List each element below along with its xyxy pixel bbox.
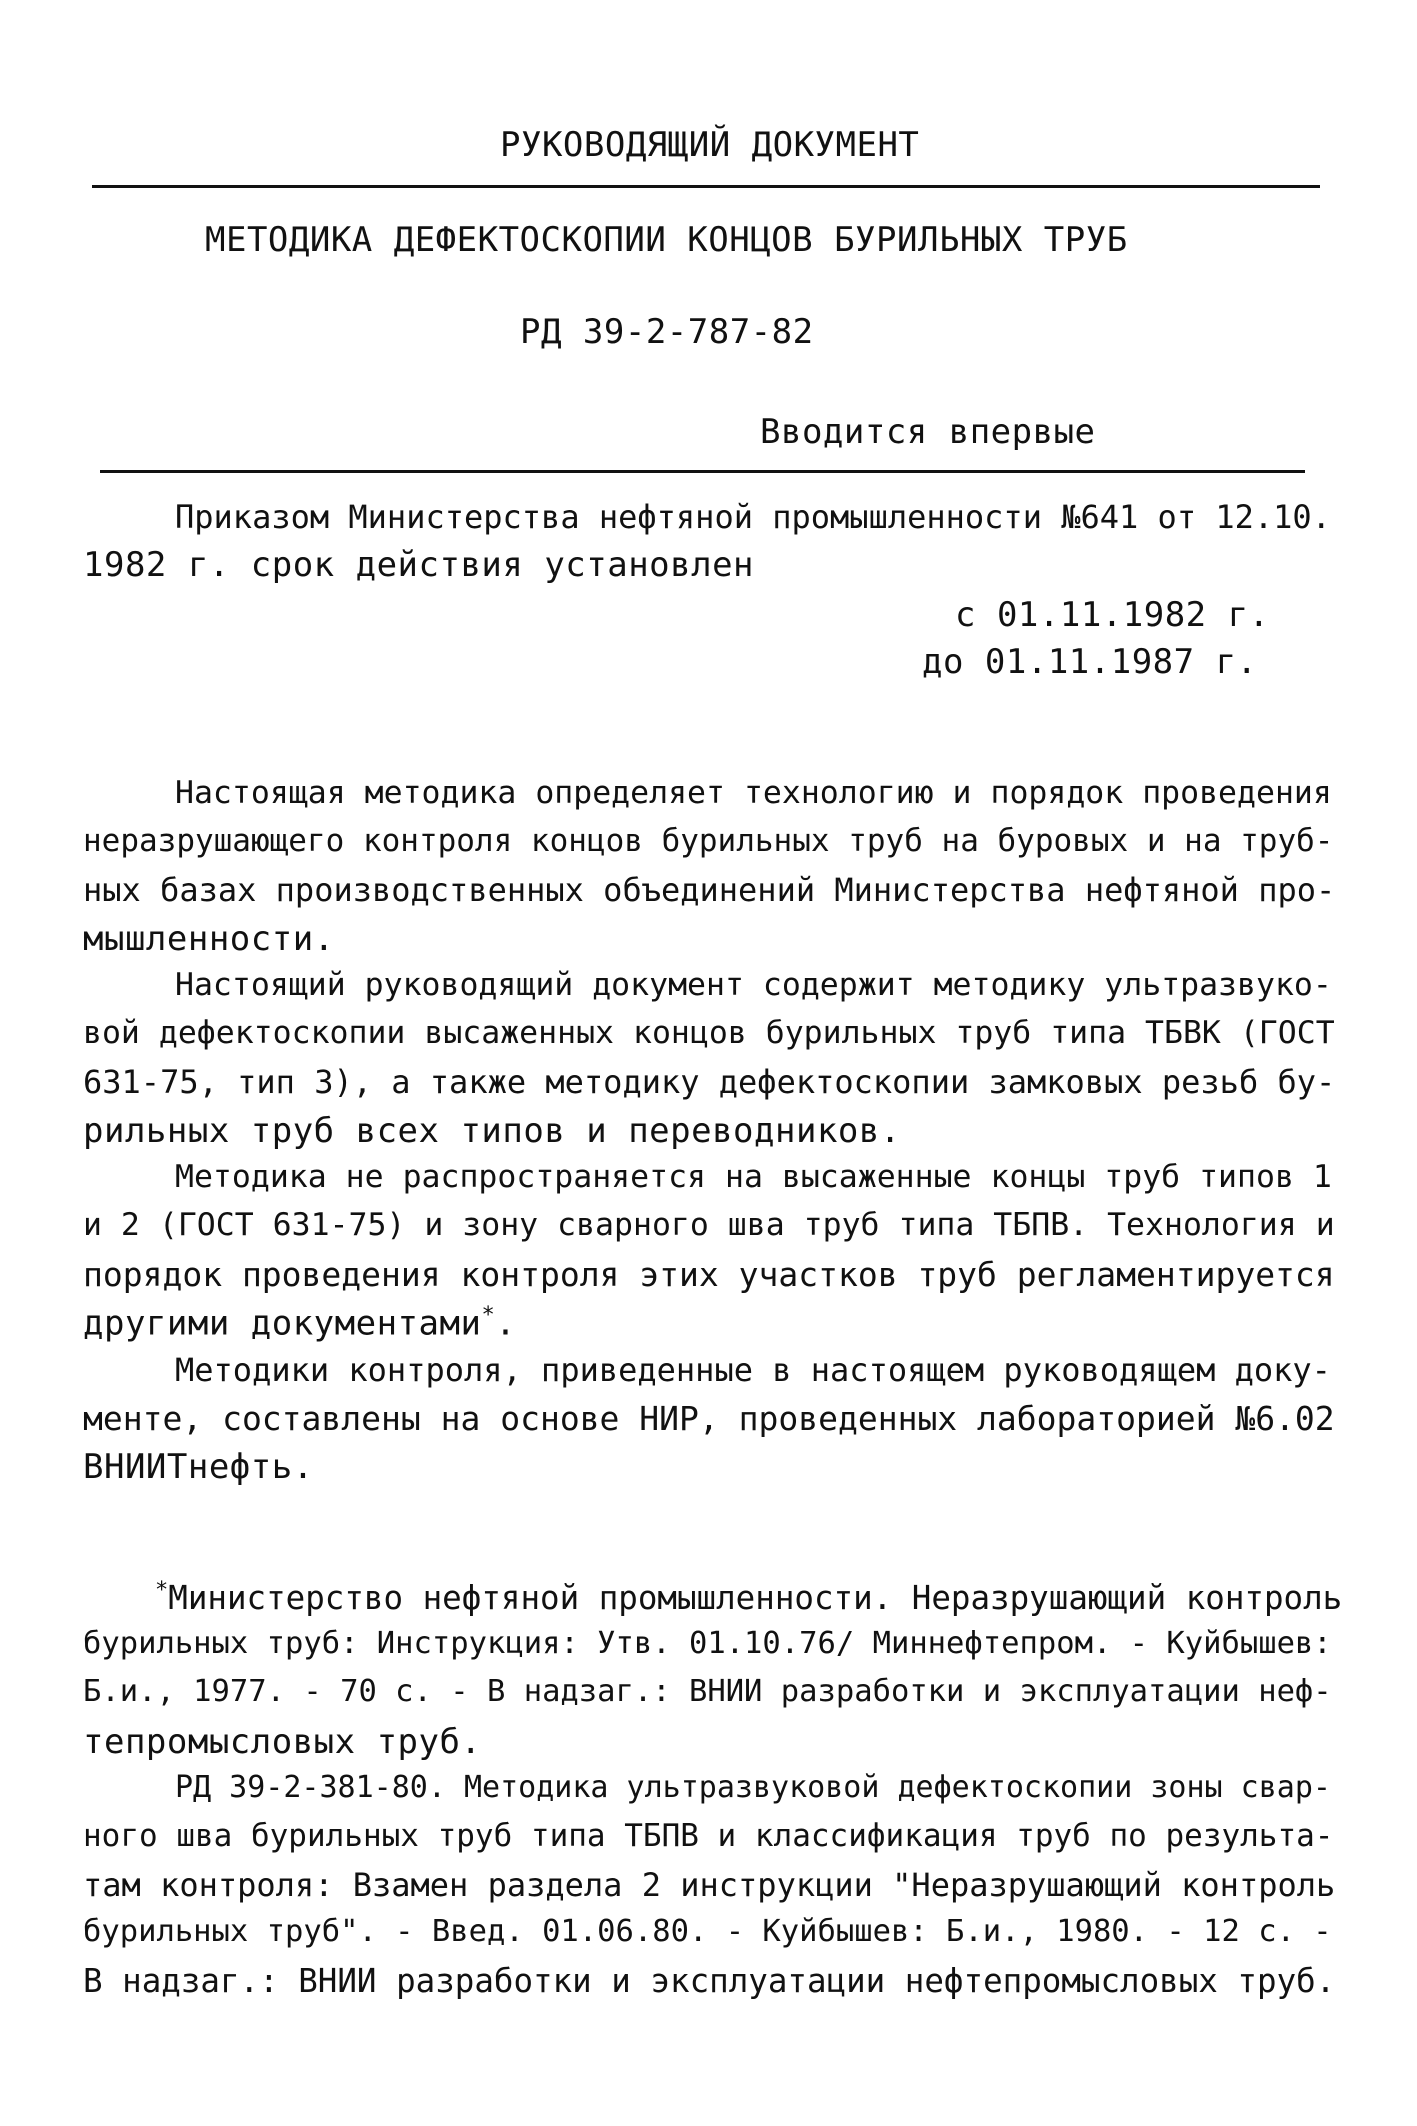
- validity-to: до 01.11.1987 г.: [922, 642, 1258, 682]
- footnote-2-line-5: В надзаг.: ВНИИ разработки и эксплуатации нефтепромысловых труб.: [83, 1962, 1336, 2000]
- p3-line-2: и 2 (ГОСТ 631-75) и зону сварного шва труб типа ТБПВ. Технология и: [83, 1207, 1335, 1243]
- p2-line-4: рильных труб всех типов и переводников.: [83, 1111, 901, 1151]
- p3-line-4-text: другими документами: [83, 1303, 482, 1344]
- footnote-reference-mark: *: [481, 1303, 496, 1328]
- order-line-2: 1982 г. срок действия установлен: [83, 545, 755, 585]
- p4-line-1: Методики контроля, приведенные в настоящем руководящем доку-: [175, 1351, 1331, 1389]
- footnote-1-line-4: тепромысловых труб.: [83, 1722, 482, 1762]
- footnote-1-line-2: бурильных труб: Инструкция: Утв. 01.10.76/ Миннефтепром. - Куйбышев:: [83, 1626, 1332, 1661]
- footnote-1-line-1-text: Министерство нефтяной промышленности. Неразрушающий контроль: [168, 1578, 1343, 1617]
- document-title: МЕТОДИКА ДЕФЕКТОСКОПИИ КОНЦОВ БУРИЛЬНЫХ ТРУБ: [205, 220, 1128, 260]
- document-type: РУКОВОДЯЩИЙ ДОКУМЕНТ: [500, 125, 920, 165]
- footnote-2-line-3: там контроля: Взамен раздела 2 инструкции "Неразрушающий контроль: [83, 1866, 1336, 1904]
- order-line-1: Приказом Министерства нефтяной промышленности №641 от 12.10.: [175, 498, 1331, 536]
- footnote-2-line-1: РД 39-2-381-80. Методика ультразвуковой дефектоскопии зоны свар-: [175, 1770, 1331, 1805]
- header-rule-top: [92, 185, 1320, 188]
- footnote-1-line-1: [155, 1578, 1342, 1617]
- document-code: РД 39-2-787-82: [520, 312, 814, 352]
- p4-line-3: ВНИИТнефть.: [83, 1447, 314, 1487]
- p2-line-2: вой дефектоскопии высаженных концов бурильных труб типа ТБВК (ГОСТ: [83, 1015, 1335, 1051]
- p2-line-3: 631-75, тип 3), а также методику дефектоскопии замковых резьб бу-: [83, 1063, 1336, 1101]
- p3-line-3: порядок проведения контроля этих участков труб регламентируется: [83, 1255, 1335, 1294]
- header-rule-bottom: [100, 470, 1305, 473]
- p1-line-3: ных базах производственных объединений Министерства нефтяной про-: [83, 871, 1336, 909]
- footnote-2-line-2: ного шва бурильных труб типа ТБПВ и классификация труб по результа-: [83, 1818, 1334, 1854]
- p4-line-2: менте, составлены на основе НИР, проведенных лабораторией №6.02: [83, 1399, 1335, 1438]
- p3-line-4: [83, 1303, 516, 1343]
- validity-from: с 01.11.1982 г.: [955, 595, 1270, 635]
- footnote-mark: *: [155, 1578, 169, 1603]
- p2-line-1: Настоящий руководящий документ содержит методику ультразвуко-: [175, 967, 1332, 1003]
- footnote-2-line-4: бурильных труб". - Введ. 01.06.80. - Куйбышев: Б.и., 1980. - 12 с. -: [83, 1914, 1332, 1949]
- introduced-note: Вводится впервые: [760, 412, 1096, 452]
- footnote-1-line-3: Б.и., 1977. - 70 с. - В надзаг.: ВНИИ разработки и эксплуатации неф-: [83, 1674, 1332, 1709]
- p1-line-1: Настоящая методика определяет технологию и порядок проведения: [175, 775, 1332, 811]
- p3-line-4-end: .: [495, 1303, 517, 1344]
- p3-line-1: Методика не распространяется на высаженные концы труб типов 1: [175, 1159, 1332, 1195]
- p1-line-2: неразрушающего контроля концов бурильных труб на буровых и на труб-: [83, 823, 1334, 859]
- p1-line-4: мышленности.: [83, 919, 335, 959]
